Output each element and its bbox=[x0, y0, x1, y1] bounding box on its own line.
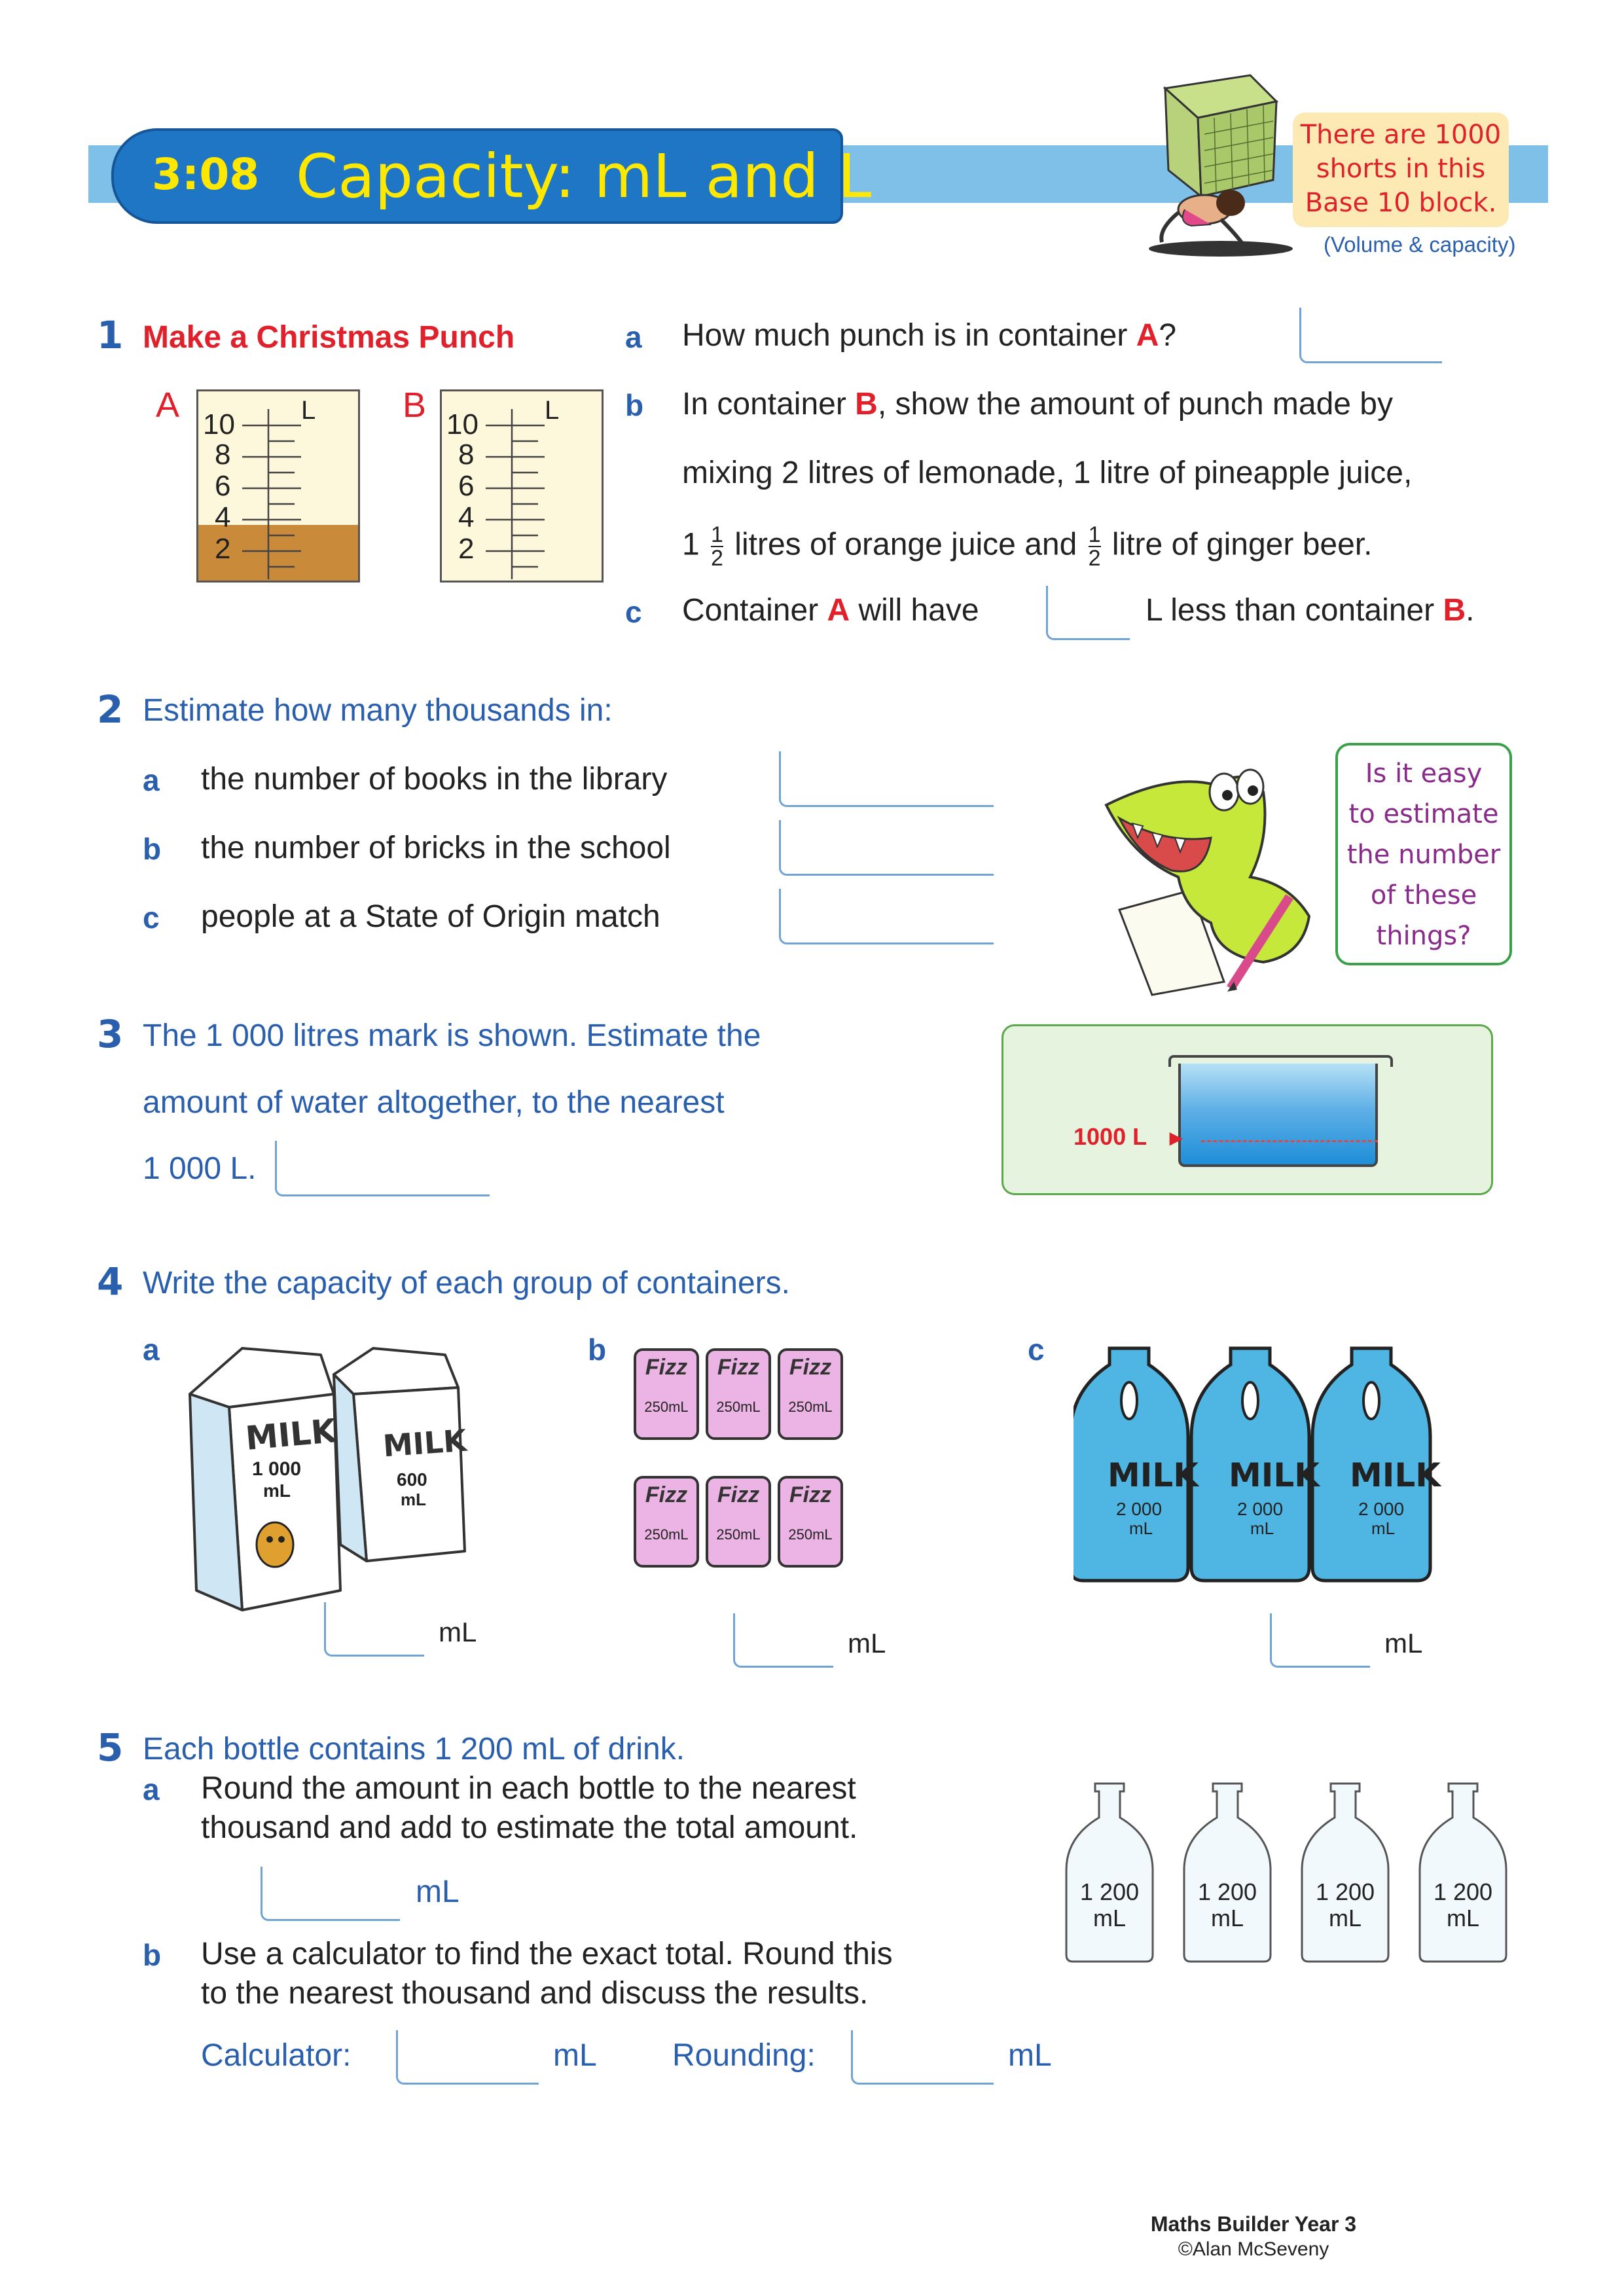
bottle-amount: 2 000 bbox=[1116, 1499, 1163, 1519]
q4-a-answer-box[interactable] bbox=[324, 1602, 424, 1657]
bottle-amount: 1 200 bbox=[1079, 1878, 1140, 1905]
bottle-amount: 2 000 bbox=[1358, 1499, 1405, 1519]
info-note-line: There are 1000 bbox=[1300, 120, 1502, 150]
carton-unit: mL bbox=[401, 1490, 426, 1509]
fizz-can bbox=[706, 1348, 771, 1440]
can-amount: 250mL bbox=[644, 1526, 689, 1543]
bottle-label: MILK bbox=[1108, 1456, 1199, 1494]
unit-label: L bbox=[545, 396, 560, 425]
q4-b-answer-box[interactable] bbox=[733, 1613, 833, 1668]
bottle-unit: mL bbox=[1250, 1518, 1274, 1538]
q3-line: The 1 000 litres mark is shown. Estimate the bbox=[143, 1018, 761, 1053]
q1-a-post: ? bbox=[1159, 318, 1177, 353]
calculator-answer-box[interactable] bbox=[396, 2030, 539, 2085]
litre-mark-label: 1000 L bbox=[1074, 1123, 1147, 1150]
q1-a-pre: How much punch is in container bbox=[682, 318, 1136, 353]
q1-c-mid: will have bbox=[850, 593, 979, 628]
q2-b-answer-box[interactable] bbox=[779, 820, 994, 876]
q1-b-post: , show the amount of punch made by bbox=[877, 387, 1393, 422]
bottle-unit: mL bbox=[1092, 1905, 1126, 1931]
bottle-unit: mL bbox=[1446, 1905, 1479, 1931]
tick-label: 2 bbox=[215, 533, 231, 565]
q3-answer-box[interactable] bbox=[275, 1141, 490, 1196]
q1-c-post: L less than container bbox=[1146, 593, 1443, 628]
q1-b-mid: litres of orange juice and bbox=[725, 527, 1086, 562]
fizz-can bbox=[634, 1476, 699, 1568]
q5-b-line: to the nearest thousand and discuss the results. bbox=[201, 1976, 869, 2011]
bottle-unit: mL bbox=[1210, 1905, 1244, 1931]
q5-heading: Each bottle contains 1 200 mL of drink. bbox=[143, 1732, 685, 1767]
fraction-denominator: 2 bbox=[1088, 546, 1101, 571]
can-label: Fizz bbox=[717, 1482, 760, 1507]
can-amount: 250mL bbox=[716, 1399, 761, 1415]
bubble-line: Is it easy bbox=[1365, 759, 1483, 789]
q1-c-letter: c bbox=[625, 595, 642, 629]
q1-b-letter: b bbox=[625, 388, 644, 422]
rounding-label: Rounding: bbox=[672, 2038, 816, 2073]
q1-c-text-right bbox=[1146, 592, 1475, 628]
fizz-can bbox=[634, 1348, 699, 1440]
footer-book: Maths Builder Year 3 bbox=[1150, 2212, 1357, 2236]
bottle-unit: mL bbox=[1371, 1518, 1396, 1538]
carton-label: MILK bbox=[382, 1422, 468, 1464]
can-amount: 250mL bbox=[644, 1399, 689, 1415]
drink-bottles bbox=[1057, 1777, 1528, 1967]
can-label: Fizz bbox=[645, 1482, 688, 1507]
water-tank bbox=[1178, 1064, 1378, 1167]
q3-line: amount of water altogether, to the nearest bbox=[143, 1085, 725, 1120]
milk-cartons bbox=[183, 1335, 484, 1617]
q5-a-answer-box[interactable] bbox=[261, 1867, 400, 1921]
tick-label: 4 bbox=[215, 501, 231, 533]
tick-label: 2 bbox=[458, 533, 475, 565]
q1-b-line3 bbox=[682, 524, 1372, 569]
q1-c-answer-box[interactable] bbox=[1046, 586, 1130, 640]
crocodile-illustration bbox=[1093, 746, 1355, 1001]
info-note-line: shorts in this bbox=[1316, 154, 1486, 184]
q1-c-ref1: A bbox=[827, 593, 850, 628]
fizz-can bbox=[778, 1348, 843, 1440]
tick-label: 8 bbox=[458, 439, 475, 471]
q4-c-unit: mL bbox=[1384, 1628, 1423, 1659]
bubble-line: the number bbox=[1346, 840, 1501, 870]
tick-label: 8 bbox=[215, 439, 231, 471]
speech-bubble bbox=[1335, 743, 1512, 965]
can-label: Fizz bbox=[789, 1355, 832, 1380]
q1-c-pre: Container bbox=[682, 593, 827, 628]
litre-mark-line bbox=[1201, 1140, 1378, 1142]
bottle-amount: 2 000 bbox=[1237, 1499, 1284, 1519]
q5-a-line: thousand and add to estimate the total amount. bbox=[201, 1810, 858, 1845]
q4-heading: Write the capacity of each group of containers. bbox=[143, 1266, 790, 1300]
calculator-label: Calculator: bbox=[201, 2038, 352, 2073]
q2-a-text: the number of books in the library bbox=[201, 762, 668, 797]
info-note bbox=[1293, 113, 1509, 227]
can-label: Fizz bbox=[789, 1482, 832, 1507]
tick-label: 6 bbox=[215, 470, 231, 502]
q4-b-letter: b bbox=[588, 1333, 607, 1367]
info-note-line: Base 10 block. bbox=[1305, 188, 1497, 218]
q1-b-line2: mixing 2 litres of lemonade, 1 litre of pineapple juice, bbox=[682, 456, 1413, 490]
bottle-amount: 1 200 bbox=[1433, 1878, 1493, 1905]
q5-a-line: Round the amount in each bottle to the nearest bbox=[201, 1771, 856, 1806]
page-title: Capacity: mL and L bbox=[296, 141, 872, 211]
bubble-line: of these bbox=[1370, 880, 1477, 910]
caveman-cube-illustration bbox=[1139, 62, 1303, 259]
q4-b-unit: mL bbox=[848, 1628, 886, 1659]
q1-b-pre: In container bbox=[682, 387, 856, 422]
container-a-label: A bbox=[156, 386, 180, 425]
question-number: 3 bbox=[97, 1012, 124, 1056]
q2-c-text: people at a State of Origin match bbox=[201, 899, 660, 934]
q2-a-answer-box[interactable] bbox=[779, 751, 994, 807]
rounding-unit: mL bbox=[1008, 2038, 1052, 2073]
q1-c-end: . bbox=[1466, 593, 1475, 628]
q4-c-answer-box[interactable] bbox=[1270, 1613, 1370, 1668]
q1-b-end: litre of ginger beer. bbox=[1103, 527, 1373, 562]
q1-b-fraction-2 bbox=[1089, 524, 1101, 569]
fizz-can bbox=[778, 1476, 843, 1568]
container-b-label: B bbox=[403, 386, 427, 425]
fraction-numerator: 1 bbox=[1088, 522, 1101, 547]
q5-b-line: Use a calculator to find the exact total. Round this bbox=[201, 1937, 893, 1971]
carton-unit: mL bbox=[263, 1480, 291, 1501]
q4-a-unit: mL bbox=[439, 1617, 477, 1647]
q3-line: 1 000 L. bbox=[143, 1151, 257, 1186]
q1-b-line1 bbox=[682, 386, 1393, 422]
carton-label: MILK bbox=[244, 1412, 338, 1458]
q1-heading: Make a Christmas Punch bbox=[143, 320, 515, 355]
q1-b-fraction bbox=[711, 524, 723, 569]
tick-label: 4 bbox=[458, 501, 475, 533]
calculator-unit: mL bbox=[553, 2038, 597, 2073]
q1-a-letter: a bbox=[625, 320, 642, 354]
tick-label: 10 bbox=[446, 408, 478, 440]
bubble-line: to estimate bbox=[1348, 799, 1499, 829]
q1-a-text bbox=[682, 317, 1176, 353]
q1-b-whole: 1 bbox=[682, 527, 700, 562]
q1-b-ref: B bbox=[855, 387, 878, 422]
q2-a-letter: a bbox=[143, 763, 160, 797]
q1-a-answer-box[interactable] bbox=[1299, 308, 1442, 363]
fizz-can bbox=[706, 1476, 771, 1568]
bottle-unit: mL bbox=[1129, 1518, 1153, 1538]
bottle-amount: 1 200 bbox=[1197, 1878, 1257, 1905]
q2-b-text: the number of bricks in the school bbox=[201, 831, 671, 865]
bottle-unit: mL bbox=[1328, 1905, 1362, 1931]
can-label: Fizz bbox=[717, 1355, 760, 1380]
can-amount: 250mL bbox=[716, 1526, 761, 1543]
q5-b-letter: b bbox=[143, 1938, 162, 1972]
fraction-numerator: 1 bbox=[711, 522, 723, 547]
q5-a-unit: mL bbox=[416, 1874, 460, 1909]
q2-c-answer-box[interactable] bbox=[779, 889, 994, 944]
q1-c-text-left bbox=[682, 592, 979, 628]
bottle-amount: 1 200 bbox=[1315, 1878, 1375, 1905]
container-scales bbox=[196, 389, 615, 586]
rounding-answer-box[interactable] bbox=[851, 2030, 994, 2085]
bottle-label: MILK bbox=[1350, 1456, 1441, 1494]
q4-c-letter: c bbox=[1028, 1333, 1045, 1367]
tick-label: 10 bbox=[203, 408, 235, 440]
question-number: 1 bbox=[97, 313, 124, 357]
question-number: 2 bbox=[97, 687, 124, 732]
q2-b-letter: b bbox=[143, 832, 162, 866]
bottle-label: MILK bbox=[1229, 1456, 1320, 1494]
q2-heading: Estimate how many thousands in: bbox=[143, 693, 613, 728]
footer-copyright: ©Alan McSeveny bbox=[1178, 2238, 1329, 2260]
bubble-line: things? bbox=[1376, 921, 1471, 951]
tick-label: 6 bbox=[458, 470, 475, 502]
q5-a-letter: a bbox=[143, 1772, 160, 1806]
can-label: Fizz bbox=[645, 1355, 688, 1380]
q1-a-ref: A bbox=[1136, 318, 1159, 353]
can-amount: 250mL bbox=[788, 1399, 833, 1415]
carton-amount: 600 bbox=[397, 1469, 427, 1490]
can-amount: 250mL bbox=[788, 1526, 833, 1543]
carton-amount: 1 000 bbox=[252, 1458, 302, 1480]
topic-label: (Volume & capacity) bbox=[1324, 232, 1516, 257]
q2-c-letter: c bbox=[143, 901, 160, 935]
q4-a-letter: a bbox=[143, 1333, 160, 1367]
section-number: 3:08 bbox=[152, 149, 260, 200]
question-number: 4 bbox=[97, 1259, 124, 1304]
q1-c-ref2: B bbox=[1443, 593, 1466, 628]
fraction-denominator: 2 bbox=[711, 546, 723, 571]
question-number: 5 bbox=[97, 1725, 124, 1770]
unit-label: L bbox=[301, 396, 316, 425]
arrow-icon: ► bbox=[1165, 1126, 1187, 1151]
